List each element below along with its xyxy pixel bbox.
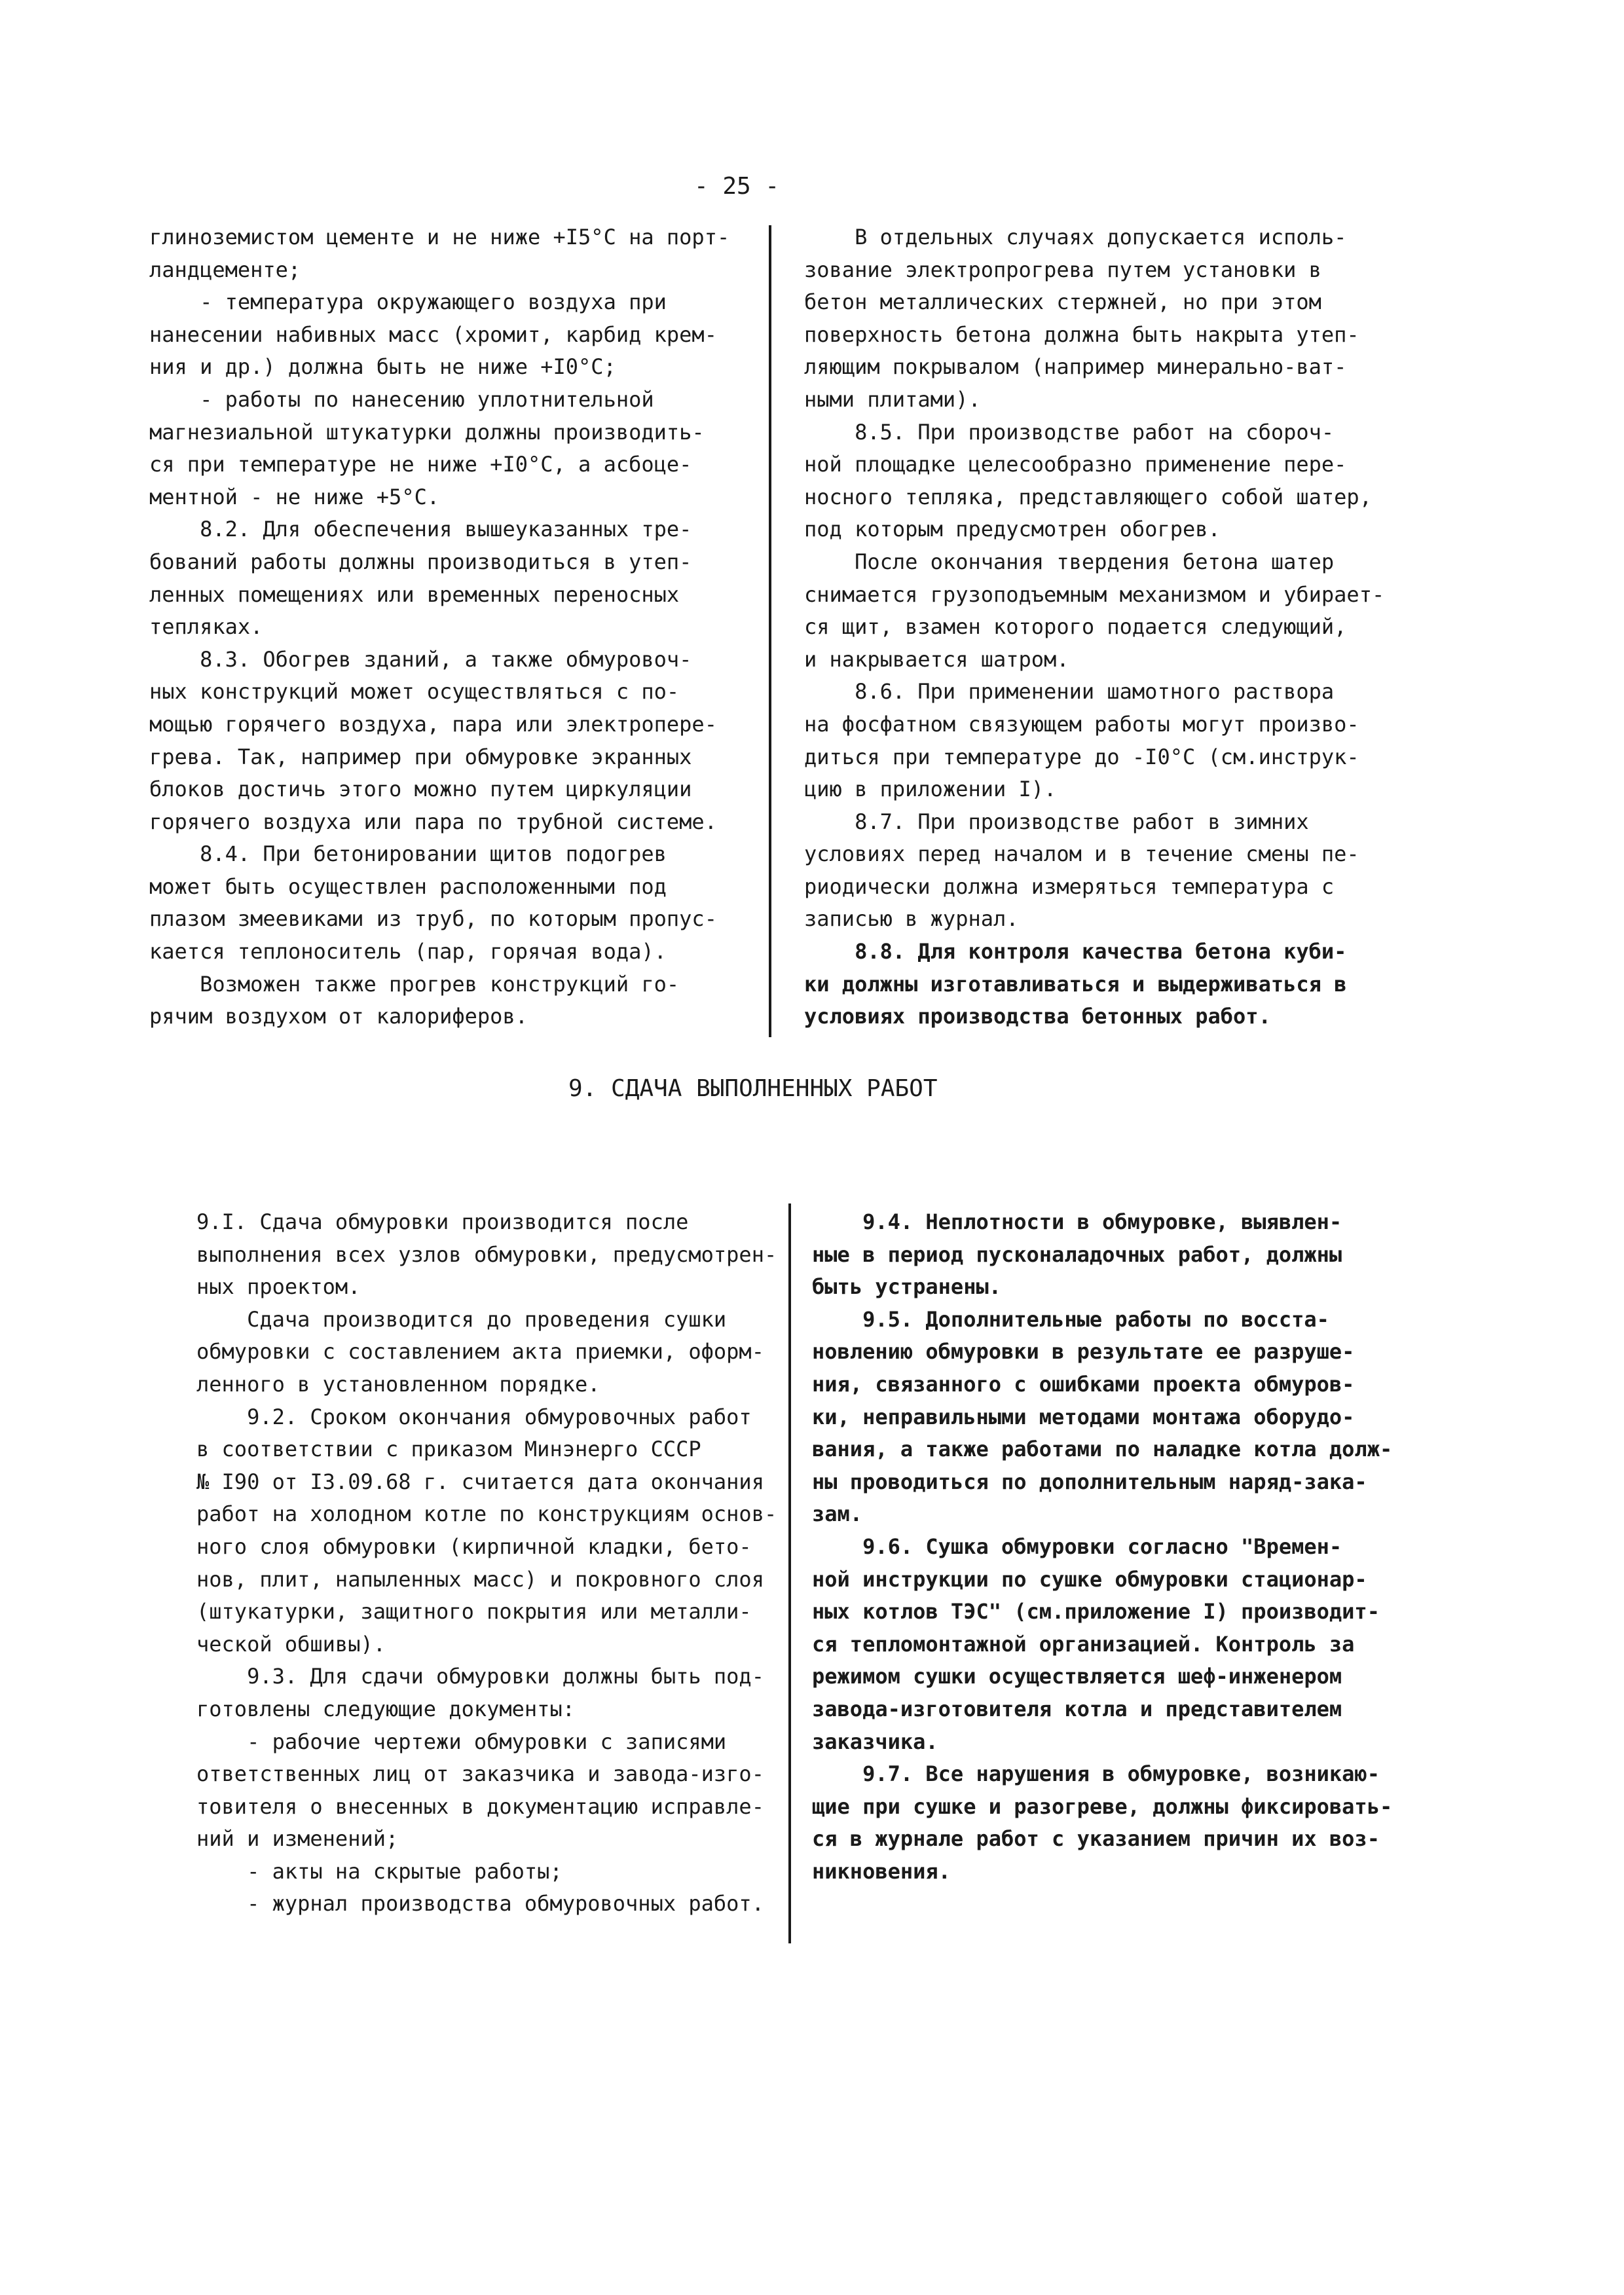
text-line: - акты на скрытые работы; bbox=[196, 1858, 563, 1884]
text-line: - работы по нанесению уплотнительной bbox=[149, 386, 654, 412]
text-line: Возможен также прогрев конструкций го- bbox=[149, 971, 680, 997]
column-divider bbox=[769, 225, 771, 1037]
text-line: ленных помещениях или временных переносных bbox=[149, 581, 680, 607]
text-line: на фосфатном связующем работы могут произво- bbox=[804, 711, 1359, 737]
text-line: новлению обмуровки в результате ее разруше- bbox=[812, 1339, 1355, 1365]
text-line: ния и др.) должна быть не ниже +I0°С; bbox=[149, 354, 616, 380]
text-line: условиях перед началом и в течение смены пе- bbox=[804, 841, 1359, 867]
text-line: ответственных лиц от заказчика и завода-изго- bbox=[196, 1761, 764, 1787]
text-line: грева. Так, например при обмуровке экранных bbox=[149, 744, 692, 769]
text-line: 9.3. Для сдачи обмуровки должны быть под- bbox=[196, 1664, 764, 1689]
text-line: нов, плит, напыленных масс) и покровного слоя bbox=[196, 1566, 764, 1592]
text-line: ные в период пусконаладочных работ, должны bbox=[812, 1241, 1342, 1267]
text-line: под которым предусмотрен обогрев. bbox=[804, 517, 1221, 542]
text-line: плазом змеевиками из труб, по которым пропус- bbox=[149, 906, 717, 932]
text-line: горячего воздуха или пара по трубной системе. bbox=[149, 809, 717, 834]
section-8-left-column bbox=[149, 221, 771, 1033]
text-line: 9.6. Сушка обмуровки согласно "Времен- bbox=[812, 1533, 1342, 1559]
text-line: цию в приложении I). bbox=[804, 777, 1057, 802]
text-line: ся в журнале работ с указанием причин их воз- bbox=[812, 1826, 1380, 1852]
text-line: ландцементе; bbox=[149, 257, 301, 282]
text-line: заказчика. bbox=[812, 1729, 938, 1754]
text-line: выполнения всех узлов обмуровки, предусмотрен- bbox=[196, 1241, 777, 1267]
text-line: ки, неправильными методами монтажа оборудо- bbox=[812, 1404, 1355, 1429]
text-line: тепляках. bbox=[149, 614, 263, 640]
text-line: щие при сушке и разогреве, должны фиксировать- bbox=[812, 1793, 1393, 1819]
text-line: ния, связанного с ошибками проекта обмуров- bbox=[812, 1371, 1355, 1397]
text-line: ной инструкции по сушке обмуровки стационар- bbox=[812, 1566, 1367, 1592]
text-line: После окончания твердения бетона шатер bbox=[804, 549, 1335, 574]
text-line: диться при температуре до -I0°С (см.инструк- bbox=[804, 744, 1359, 769]
text-line: 9.7. Все нарушения в обмуровке, возникаю- bbox=[812, 1761, 1380, 1787]
text-line: поверхность бетона должна быть накрыта утеп- bbox=[804, 321, 1359, 347]
text-line: бований работы должны производиться в утеп- bbox=[149, 549, 692, 574]
text-line: работ на холодном котле по конструкциям основ- bbox=[196, 1501, 777, 1527]
text-line: ных котлов ТЭС" (см.приложение I) производит- bbox=[812, 1599, 1380, 1625]
column-divider bbox=[788, 1203, 791, 1943]
text-line: ной площадке целесообразно применение пере- bbox=[804, 452, 1347, 477]
text-line: 8.4. При бетонировании щитов подогрев bbox=[149, 841, 667, 867]
page-number: - 25 - bbox=[694, 173, 780, 200]
text-line: ся щит, взамен которого подается следующий, bbox=[804, 614, 1347, 640]
text-line: зам. bbox=[812, 1501, 863, 1527]
text-line: никновения. bbox=[812, 1858, 951, 1884]
text-line: ных проектом. bbox=[196, 1274, 361, 1300]
text-line: 8.5. При производстве работ на сбороч- bbox=[804, 419, 1335, 445]
text-line: ки должны изготавливаться и выдерживаться в bbox=[804, 971, 1347, 997]
text-line: 8.8. Для контроля качества бетона куби- bbox=[804, 939, 1347, 964]
text-line: рячим воздухом от калориферов. bbox=[149, 1004, 528, 1029]
text-line: записью в журнал. bbox=[804, 906, 1019, 932]
text-line: глиноземистом цементе и не ниже +I5°С на порт- bbox=[149, 225, 730, 249]
text-line: ного слоя обмуровки (кирпичной кладки, бето- bbox=[196, 1533, 752, 1559]
text-line: готовлены следующие документы: bbox=[196, 1696, 575, 1721]
text-line: может быть осуществлен расположенными под bbox=[149, 873, 667, 899]
section-8-right-column bbox=[804, 221, 1433, 1033]
text-line: блоков достичь этого можно путем циркуляции bbox=[149, 777, 692, 802]
text-line: условиях производства бетонных работ. bbox=[804, 1004, 1271, 1029]
text-line: кается теплоноситель (пар, горячая вода). bbox=[149, 939, 667, 964]
text-line: бетон металлических стержней, но при этом bbox=[804, 289, 1321, 315]
text-line: 9.5. Дополнительные работы по восста- bbox=[812, 1306, 1329, 1332]
text-line: в соответствии с приказом Минэнерго СССР bbox=[196, 1437, 701, 1462]
text-line: (штукатурки, защитного покрытия или металли- bbox=[196, 1599, 752, 1625]
text-line: 8.7. При производстве работ в зимних bbox=[804, 809, 1309, 834]
text-line: ны проводиться по дополнительным наряд-зака- bbox=[812, 1469, 1367, 1494]
text-line: и накрывается шатром. bbox=[804, 646, 1069, 672]
text-line: ных конструкций может осуществляться с по- bbox=[149, 679, 680, 705]
text-line: Сдача производится до проведения сушки bbox=[196, 1306, 727, 1332]
text-line: В отдельных случаях допускается исполь- bbox=[804, 225, 1347, 249]
text-line: завода-изготовителя котла и представителем bbox=[812, 1696, 1342, 1721]
text-line: быть устранены. bbox=[812, 1274, 1001, 1300]
text-line: зование электропрогрева путем установки в bbox=[804, 257, 1321, 282]
text-line: 9.I. Сдача обмуровки производится после bbox=[196, 1209, 689, 1234]
text-line: 8.6. При применении шамотного раствора bbox=[804, 679, 1335, 705]
text-line: риодически должна измеряться температура с bbox=[804, 873, 1335, 899]
text-line: № I90 от I3.09.68 г. считается дата окончания bbox=[196, 1469, 764, 1494]
text-line: 8.2. Для обеспечения вышеуказанных тре- bbox=[149, 517, 692, 542]
text-line: ся тепломонтажной организацией. Контроль за bbox=[812, 1631, 1355, 1657]
text-line: 8.3. Обогрев зданий, а также обмуровоч- bbox=[149, 646, 692, 672]
text-line: режимом сушки осуществляется шеф-инженером bbox=[812, 1664, 1342, 1689]
text-line: - рабочие чертежи обмуровки с записями bbox=[196, 1729, 727, 1754]
text-line: ляющим покрывалом (например минерально-ват- bbox=[804, 354, 1347, 380]
text-line: снимается грузоподъемным механизмом и убирает- bbox=[804, 581, 1385, 607]
text-line: - температура окружающего воздуха при bbox=[149, 289, 667, 315]
text-line: носного тепляка, представляющего собой шатер, bbox=[804, 484, 1372, 509]
text-line: 9.2. Сроком окончания обмуровочных работ bbox=[196, 1404, 752, 1429]
text-line: 9.4. Неплотности в обмуровке, выявлен- bbox=[812, 1209, 1342, 1234]
text-line: обмуровки с составлением акта приемки, оформ- bbox=[196, 1339, 764, 1365]
text-line: магнезиальной штукатурки должны производить- bbox=[149, 419, 705, 445]
section-9-right-column bbox=[812, 1206, 1460, 1888]
text-line: - журнал производства обмуровочных работ. bbox=[196, 1891, 764, 1917]
text-line: ными плитами). bbox=[804, 386, 981, 412]
text-line: ленного в установленном порядке. bbox=[196, 1371, 600, 1397]
text-line: ментной - не ниже +5°С. bbox=[149, 484, 440, 509]
text-line: вания, а также работами по наладке котла долж- bbox=[812, 1437, 1393, 1462]
text-line: нанесении набивных масс (хромит, карбид крем- bbox=[149, 321, 717, 347]
text-line: ческой обшивы). bbox=[196, 1631, 386, 1657]
text-line: мощью горячего воздуха, пара или электропере- bbox=[149, 711, 717, 737]
section-9-left-column bbox=[196, 1206, 786, 1920]
text-line: ся при температуре не ниже +I0°С, а асбоце- bbox=[149, 452, 692, 477]
section-9-heading: 9. СДАЧА ВЫПОЛНЕННЫХ РАБОТ bbox=[568, 1075, 938, 1102]
text-line: товителя о внесенных в документацию исправле- bbox=[196, 1793, 764, 1819]
text-line: ний и изменений; bbox=[196, 1826, 399, 1852]
